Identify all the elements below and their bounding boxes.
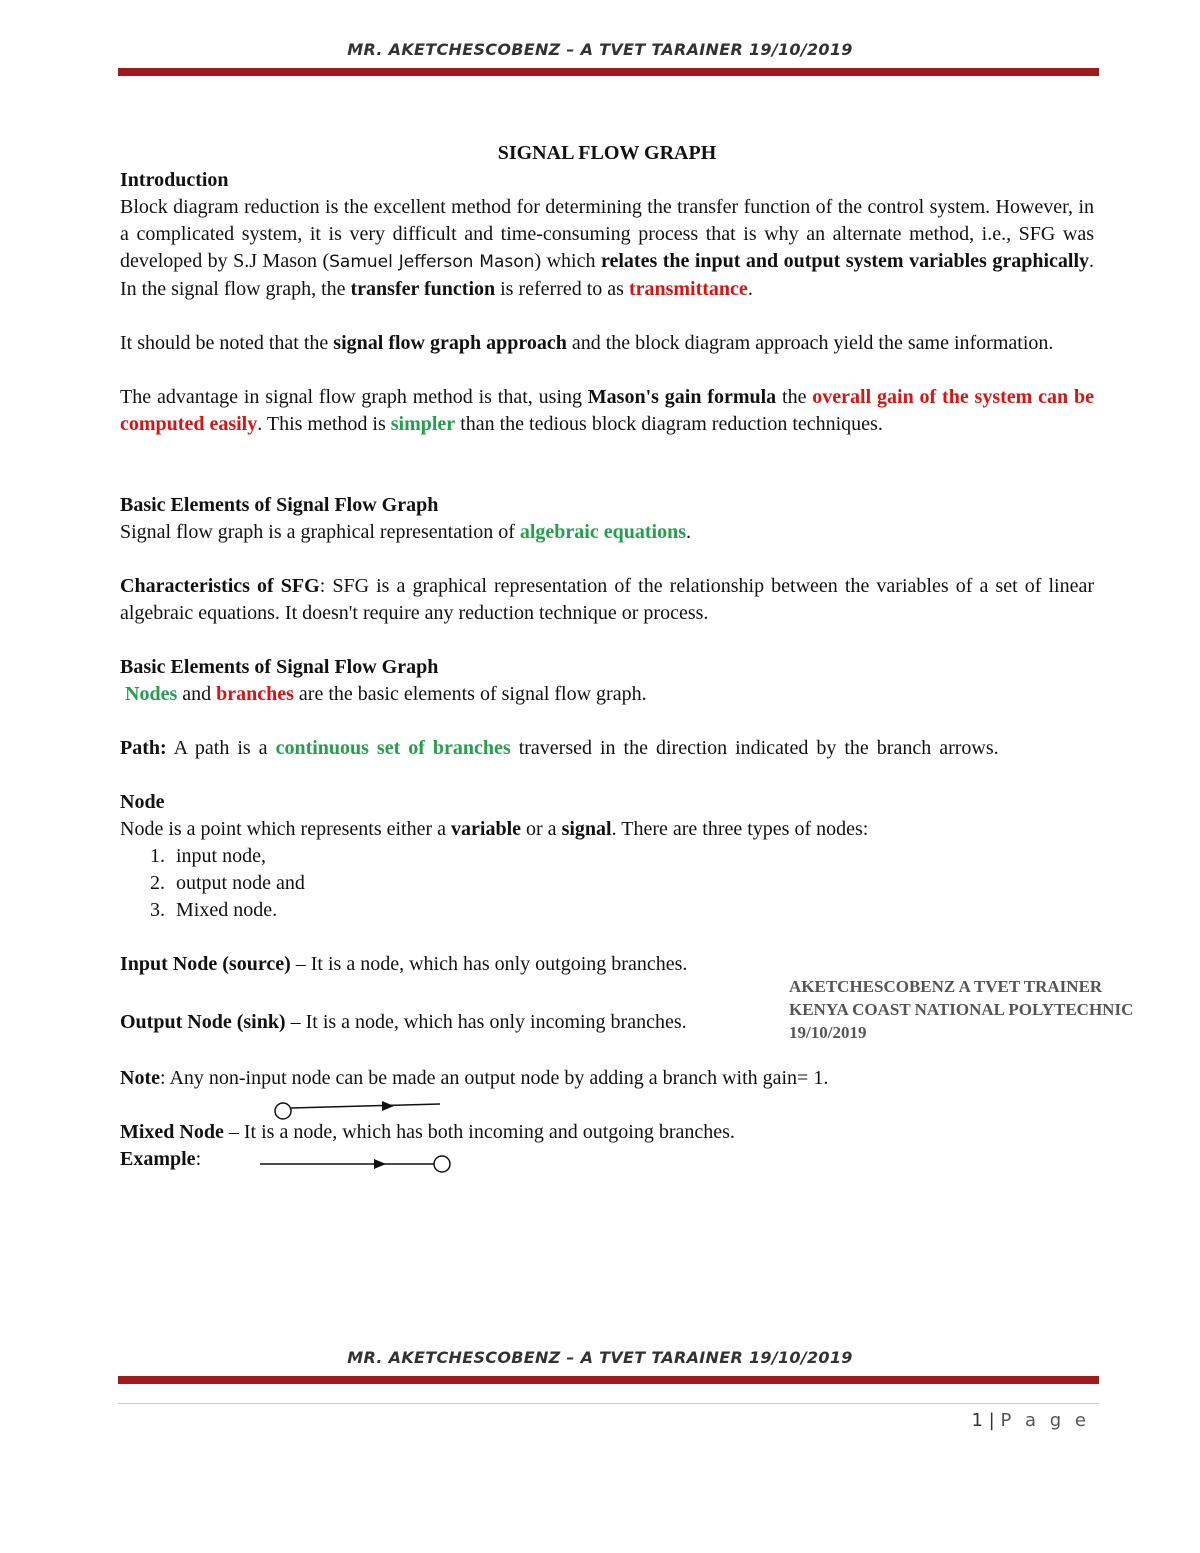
node-heading: Node: [120, 791, 165, 813]
basic-elements-heading-1: Basic Elements of Signal Flow Graph: [120, 494, 439, 516]
output-node-diagram: [256, 1152, 456, 1182]
footer-divider: [118, 1403, 1099, 1404]
stamp-line: 19/10/2019: [789, 1023, 867, 1042]
source-node-icon: [275, 1103, 291, 1119]
nodes-branches-paragraph: Nodes and branches are the basic elements of signal flow graph.: [125, 683, 647, 705]
sink-node-icon: [434, 1156, 450, 1172]
outgoing-branch: [291, 1104, 440, 1108]
trainer-stamp: [789, 975, 1133, 1044]
advantage-paragraph: The advantage in signal flow graph method is that, using Mason's gain formula the overall gain of the system can be computed easily. This method is simpler than the tedious block diagram reduction techniques.: [120, 386, 1094, 435]
stamp-line: KENYA COAST NATIONAL POLYTECHNIC: [789, 1000, 1134, 1019]
stamp-line: AKETCHESCOBENZ A TVET TRAINER: [789, 977, 1103, 996]
page-header: MR. AKETCHESCOBENZ – A TVET TARAINER 19/10/2019: [347, 40, 853, 59]
node-paragraph: Node is a point which represents either a variable or a signal. There are three types of nodes:: [120, 818, 869, 840]
path-paragraph: Path: A path is a continuous set of branches traversed in the direction indicated by the branch arrows.: [120, 737, 999, 759]
list-item: 1. input node,: [170, 843, 1094, 870]
page-title: SIGNAL FLOW GRAPH: [497, 142, 717, 164]
list-item: 3. Mixed node.: [170, 897, 1094, 924]
arrow-right-icon: [374, 1159, 386, 1169]
basic-elements-heading-2: Basic Elements of Signal Flow Graph: [120, 656, 439, 678]
page-footer: MR. AKETCHESCOBENZ – A TVET TARAINER 19/10/2019: [347, 1348, 853, 1367]
list-item: 2. output node and: [170, 870, 1094, 897]
header-rule: [118, 68, 1099, 76]
arrow-right-icon: [382, 1101, 394, 1111]
mixed-node-paragraph: Mixed Node – It is a node, which has both incoming and outgoing branches.: [120, 1121, 735, 1143]
node-types-list: [120, 843, 1094, 924]
characteristics-paragraph: Characteristics of SFG: SFG is a graphical representation of the relationship between the variables of a set of linear algebraic equations. It doesn't require any reduction technique or process.: [120, 575, 1095, 624]
output-node-paragraph: Output Node (sink) – It is a node, which has only incoming branches.: [120, 1011, 687, 1033]
note-paragraph: Note: Any non-input node can be made an output node by adding a branch with gain= 1.: [120, 1067, 829, 1089]
input-node-paragraph: Input Node (source) – It is a node, which has only outgoing branches.: [120, 953, 688, 975]
page-number: 1 | P a g e: [971, 1410, 1090, 1431]
intro-paragraph: Block diagram reduction is the excellent method for determining the transfer function of the control system. However, in a complicated system, it is very difficult and time-consuming process that is why an alternate method, i.e., SFG was developed by S.J Mason (Samuel Jefferson Mason) which relates the input and output system variables graphically. In the signal flow graph, the transfer function is referred to as transmittance.: [120, 196, 1094, 300]
example-label: Example:: [120, 1148, 202, 1170]
input-node-diagram: [268, 1096, 448, 1126]
intro-heading: Introduction: [120, 169, 229, 191]
footer-rule: [118, 1376, 1099, 1384]
approach-paragraph: It should be noted that the signal flow graph approach and the block diagram approach yield the same information.: [120, 332, 1054, 354]
basic-elements-paragraph: Signal flow graph is a graphical representation of algebraic equations.: [120, 521, 691, 543]
